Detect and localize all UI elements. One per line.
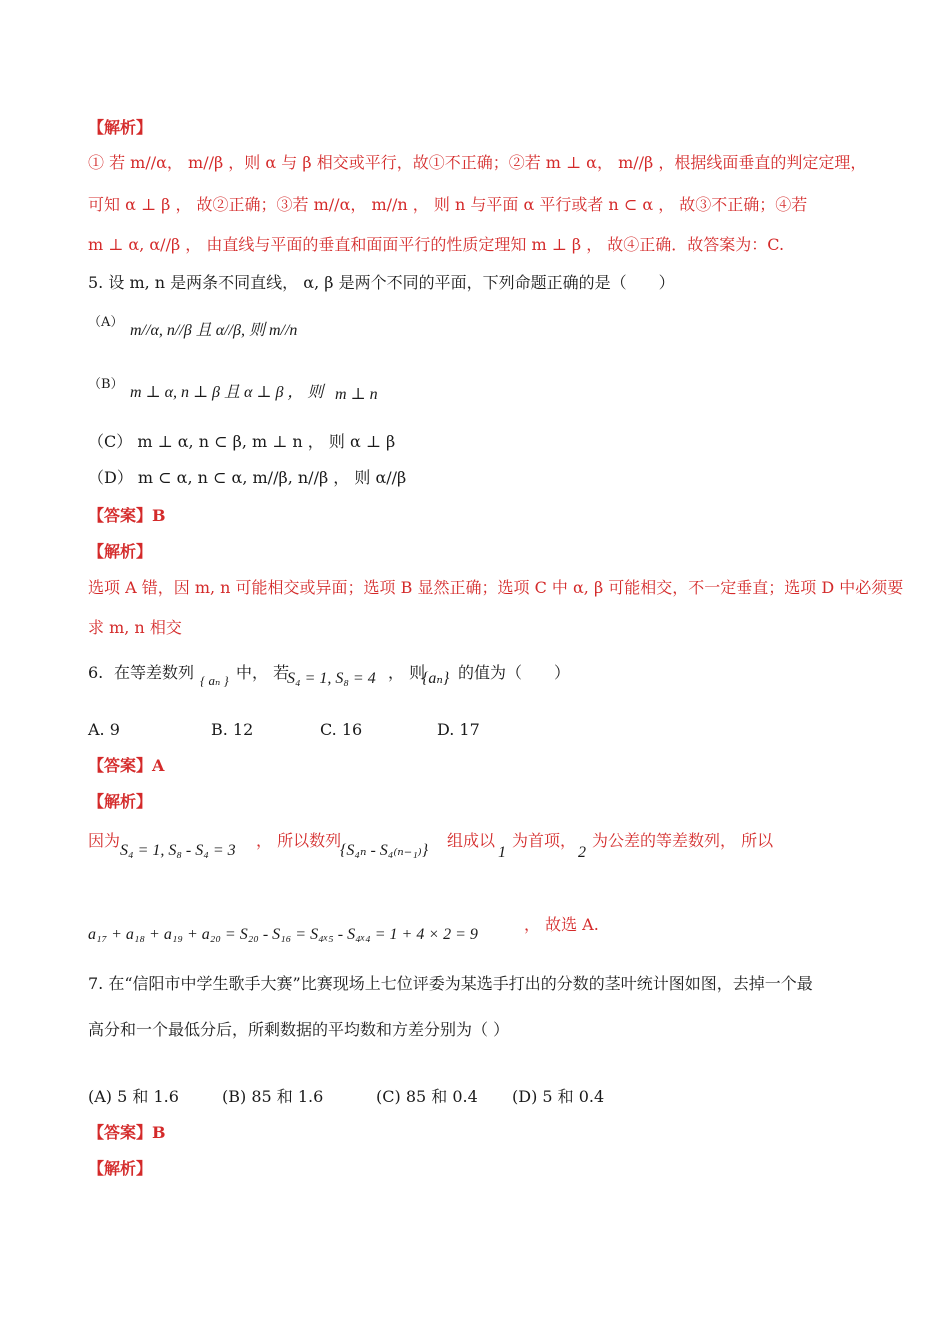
- q7-stem-line-2: 高分和一个最低分后，所剩数据的平均数和方差分别为（ ）: [88, 1020, 510, 1039]
- q6-sequence-2: {aₙ}: [422, 670, 450, 687]
- q7-option-c: (C) 85 和 0.4: [376, 1087, 478, 1106]
- q5-stem: 5. 设 m, n 是两条不同直线， α, β 是两个不同的平面，下列命题正确的是（ ）: [88, 273, 675, 292]
- q5-option-b: m ⊥ α, n ⊥ β 且 α ⊥ β ， 则: [130, 384, 324, 401]
- q6-exp-text-5: 为公差的等差数列， 所以: [592, 831, 774, 850]
- q6-analysis-heading: 【解析】: [88, 792, 153, 811]
- q7-stem-line-1: 7. 在“信阳市中学生歌手大赛”比赛现场上七位评委为某选手打出的分数的茎叶统计图如图，去掉一个最: [88, 974, 813, 993]
- q6-sequence: { aₙ }: [200, 673, 229, 688]
- q6-exp-text-2: ， 所以数列: [256, 831, 342, 850]
- q5-answer: [88, 505, 166, 527]
- q6-exp-formula: a₁₇ + a₁₈ + a₁₉ + a₂₀ = S₂₀ - S₁₆ = S₄ₓ₅ - S₄ₓ₄ = 1 + 4 × 2 = 9: [88, 926, 478, 943]
- q5-option-d: （D） m ⊂ α, n ⊂ α, m//β, n//β ， 则 α//β: [88, 468, 407, 487]
- q6-exp-math-4: 2: [578, 844, 586, 861]
- q6-text-1: 在等差数列: [114, 663, 195, 682]
- q7-analysis-heading: 【解析】: [88, 1159, 153, 1178]
- q5-explanation-line-2: 求 m, n 相交: [88, 618, 182, 637]
- q6-exp-text-1: 因为: [88, 831, 121, 850]
- q5-analysis-heading: 【解析】: [88, 542, 153, 561]
- q6-text-3: ， 则: [388, 663, 426, 682]
- q7-answer: [88, 1122, 166, 1144]
- q5-option-b-label: （B）: [88, 377, 124, 392]
- q6-option-b: B. 12: [211, 720, 254, 739]
- q6-option-a: A. 9: [88, 720, 120, 739]
- q7-option-a: (A) 5 和 1.6: [88, 1087, 179, 1106]
- q4-explanation-line-2: 可知 α ⊥ β ， 故②正确；③若 m//α， m//n ， 则 n 与平面 α 平行或者 n ⊂ α ， 故③不正确；④若: [88, 195, 808, 214]
- q6-exp-math-1: S₄ = 1, S₈ - S₄ = 3: [120, 842, 236, 859]
- q5-explanation-line-1: 选项 A 错，因 m, n 可能相交或异面；选项 B 显然正确；选项 C 中 α, β 可能相交，不一定垂直；选项 D 中必须要: [88, 578, 904, 597]
- answer-label: 【答案】: [88, 506, 153, 525]
- q7-answer-value: B: [152, 1123, 166, 1142]
- q5-option-b-result: m ⊥ n: [335, 386, 378, 403]
- q7-option-b: (B) 85 和 1.6: [222, 1087, 324, 1106]
- q6-text-2: 中， 若: [236, 663, 290, 682]
- answer-label: 【答案】: [88, 1123, 153, 1142]
- q6-answer-value: A: [152, 756, 165, 775]
- q5-option-c: （C） m ⊥ α, n ⊂ β, m ⊥ n ， 则 α ⊥ β: [88, 432, 396, 451]
- q6-exp-end: ， 故选 A.: [524, 915, 599, 934]
- q4-explanation-line-1: ① 若 m//α， m//β ，则 α 与 β 相交或平行，故①不正确；②若 m ⊥ α， m//β ，根据线面垂直的判定定理，: [88, 153, 867, 172]
- q6-exp-math-2: {S₄ₙ - S₄₍ₙ₋₁₎}: [340, 842, 429, 859]
- q5-answer-value: B: [152, 506, 166, 525]
- q6-option-c: C. 16: [320, 720, 363, 739]
- q6-exp-text-4: 为首项，: [512, 831, 577, 850]
- q7-option-d: (D) 5 和 0.4: [512, 1087, 605, 1106]
- answer-label: 【答案】: [88, 756, 153, 775]
- q6-number: 6.: [88, 663, 104, 682]
- q6-answer: [88, 755, 164, 777]
- q5-option-a: m//α, n//β 且 α//β, 则 m//n: [130, 322, 298, 339]
- q6-text-4: 的值为（ ）: [458, 663, 571, 682]
- q4-explanation-line-3: m ⊥ α, α//β ， 由直线与平面的垂直和面面平行的性质定理知 m ⊥ β ， 故④正确．故答案为：C.: [88, 235, 785, 254]
- q6-condition: S₄ = 1, S₈ = 4: [287, 670, 376, 687]
- analysis-heading: 【解析】: [88, 118, 153, 137]
- q5-option-a-label: （A）: [88, 315, 124, 330]
- q6-exp-text-3: 组成以: [447, 831, 496, 850]
- q6-option-d: D. 17: [437, 720, 480, 739]
- q6-exp-math-3: 1: [498, 844, 506, 861]
